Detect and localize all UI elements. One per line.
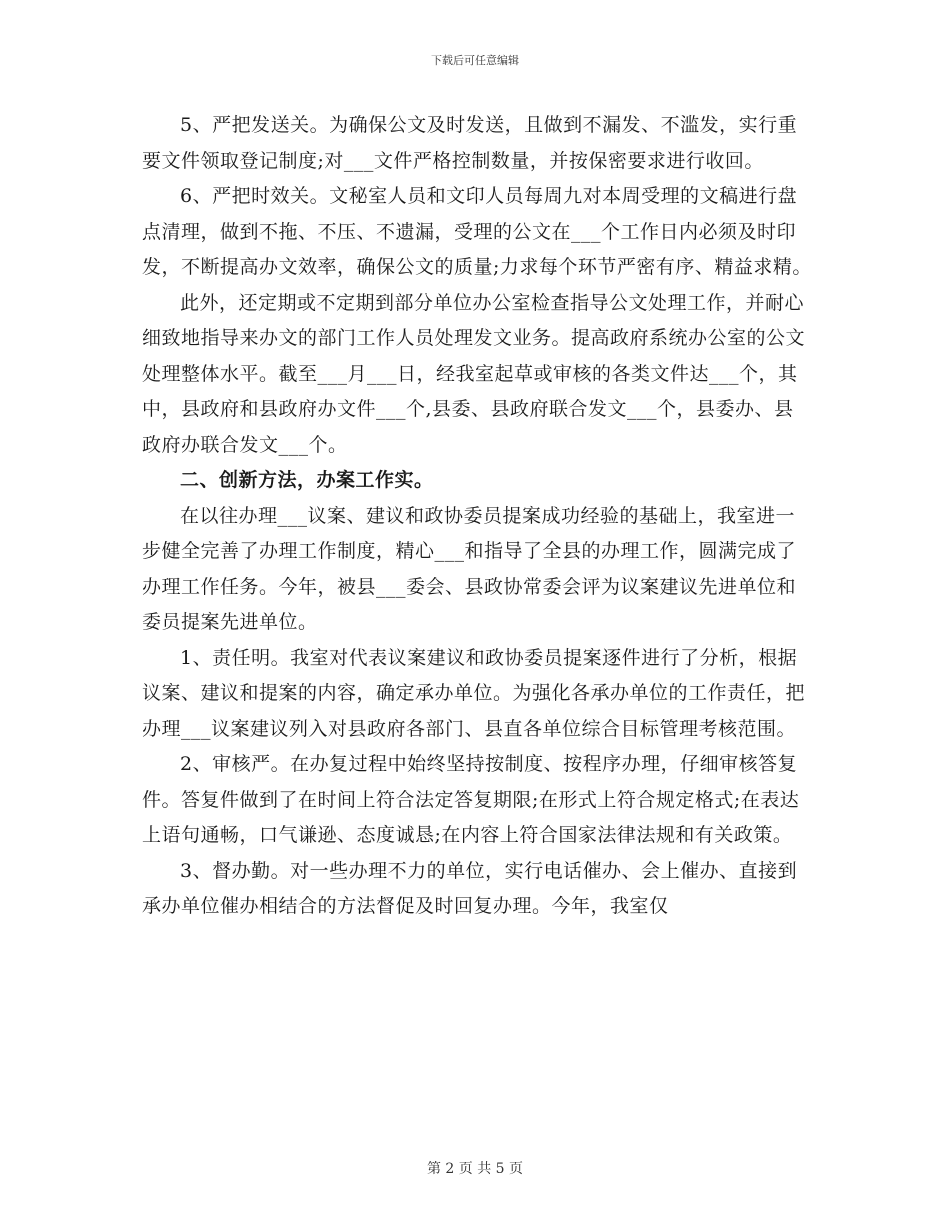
paragraph-send-control: 5、严把发送关。为确保公文及时发送，且做到不漏发、不滥发，实行重要文件领取登记制度;对___文件严格控制数量，并按保密要求进行收回。 bbox=[142, 114, 798, 172]
paragraph-proposal-handling: 在以往办理___议案、建议和政协委员提案成功经验的基础上，我室进一步健全完善了办理工作制度，精心___和指导了全县的办理工作，圆满完成了办理工作任务。今年，被县___委会、县政协常委会评为议案建议先进单位和委员提案先进单位。 bbox=[142, 504, 797, 633]
paragraph-supervision: 3、督办勤。对一些办理不力的单位，实行电话催办、会上催办、直接到承办单位催办相结合的方法督促及时回复办理。今年，我室仅 bbox=[142, 859, 798, 917]
paragraph-timeliness-control: 6、严把时效关。文秘室人员和文印人员每周九对本周受理的文稿进行盘点清理，做到不拖、不压、不遗漏，受理的公文在___个工作日内必须及时印发，不断提高办文效率，确保公文的质量;力求每个环节严密有序、精益求精。 bbox=[142, 185, 812, 278]
document-body bbox=[142, 108, 812, 925]
section-heading-innovation: 二、创新方法，办案工作实。 bbox=[180, 469, 434, 491]
paragraph-inspection-summary: 此外，还定期或不定期到部分单位办公室检查指导公文处理工作，并耐心细致地指导来办文的部门工作人员处理发文业务。提高政府系统办公室的公文处理整体水平。截至___月___日，经我室起草或审核的各类文件达___个，其中，县政府和县政府办文件___个,县委、县政府联合发文___个，县委办、县政府办联合发文___个。 bbox=[142, 291, 806, 456]
page-number-footer: 第 2 页 共 5 页 bbox=[426, 1161, 524, 1177]
paragraph-review: 2、审核严。在办复过程中始终坚持按制度、按程序办理，仔细审核答复件。答复件做到了在时间上符合法定答复期限;在形式上符合规定格式;在表达上语句通畅，口气谦逊、态度诚恳;在内容上符合国家法律法规和有关政策。 bbox=[142, 753, 800, 846]
page-header: 下载后可任意编辑 bbox=[431, 54, 519, 67]
paragraph-responsibility: 1、责任明。我室对代表议案建议和政协委员提案逐件进行了分析，根据议案、建议和提案的内容，确定承办单位。为强化各承办单位的工作责任，把办理___议案建议列入对县政府各部门、县直各单位综合目标管理考核范围。 bbox=[142, 646, 806, 740]
